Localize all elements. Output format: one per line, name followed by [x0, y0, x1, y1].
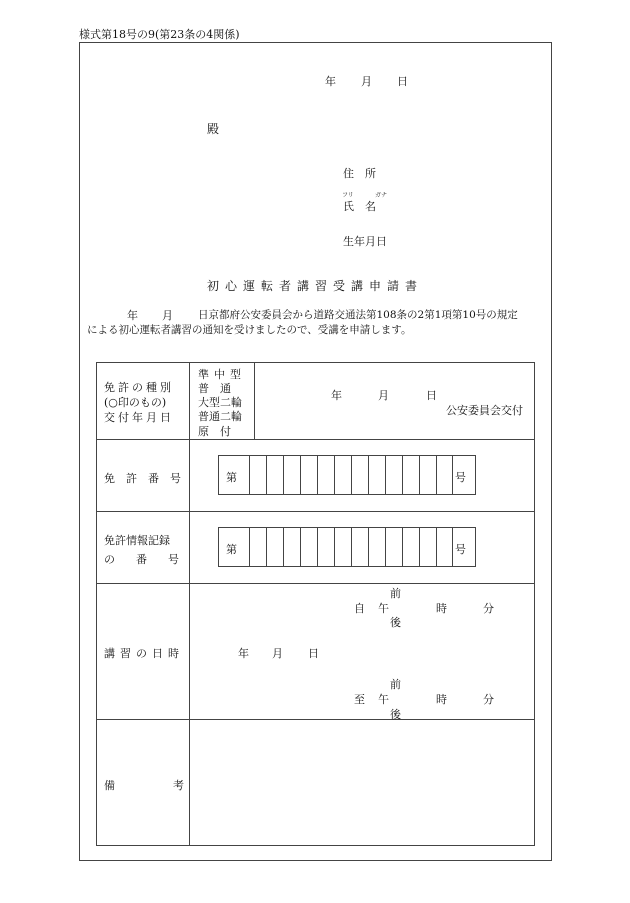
to-pm: 後 [390, 708, 401, 721]
to-mid: 午 [378, 693, 389, 706]
license-number-label: 免許番号 [104, 472, 192, 485]
license-type-label-1: 免許の種別 [104, 381, 174, 394]
from-mid: 午 [378, 602, 389, 615]
to-prefix: 至 [354, 693, 365, 706]
type-junchugata: 準中型 [198, 368, 246, 381]
type-futsu-nirin: 普通二輪 [198, 410, 242, 423]
from-hour: 時 [436, 602, 447, 615]
type-futsu: 普 通 [198, 382, 231, 395]
furigana-2: ガナ [375, 192, 388, 199]
license-type-label-2: (○印のもの) [104, 396, 167, 409]
column-divider [254, 362, 255, 439]
body-year: 年 [127, 309, 138, 322]
license-record-label-2: の 番 号 [104, 553, 184, 566]
page-title: 初心運転者講習受講申請書 [207, 279, 424, 293]
type-ogata-nirin: 大型二輪 [198, 396, 242, 409]
date-month: 月 [361, 75, 372, 88]
course-year: 年 [238, 647, 249, 660]
issue-year: 年 [331, 389, 342, 402]
date-day: 日 [397, 75, 408, 88]
course-month: 月 [272, 647, 283, 660]
body-line1: 日京都府公安委員会から道路交通法第108条の2第1項第10号の規定 [198, 309, 518, 321]
remarks-label-left: 備 [104, 779, 115, 792]
body-line2: による初心運転者講習の通知を受けましたので、受講を申請します。 [87, 324, 412, 336]
column-divider [189, 362, 190, 846]
record-number-prefix: 第 [226, 543, 237, 556]
issue-month: 月 [378, 389, 389, 402]
license-record-label-1: 免許情報記録 [104, 534, 170, 547]
issue-day: 日 [426, 389, 437, 402]
form-id: 様式第18号の9(第23条の4関係) [79, 28, 240, 41]
furigana-1: フリ [342, 192, 354, 199]
from-pm: 後 [390, 616, 401, 629]
license-number-suffix: 号 [455, 471, 466, 484]
course-day: 日 [308, 647, 319, 660]
license-record-number-field[interactable] [218, 527, 476, 567]
remarks-label-right: 考 [173, 779, 184, 792]
date-year: 年 [325, 75, 336, 88]
row-divider [96, 511, 535, 512]
type-gentsuki: 原 付 [198, 425, 231, 438]
to-minute: 分 [483, 693, 494, 706]
license-number-field[interactable] [218, 455, 476, 495]
addressee: 殿 [207, 122, 220, 136]
from-minute: 分 [483, 602, 494, 615]
to-hour: 時 [436, 693, 447, 706]
row-divider [96, 719, 535, 720]
row-divider [96, 583, 535, 584]
body-month: 月 [162, 309, 173, 322]
from-am: 前 [390, 587, 401, 600]
course-datetime-label: 講習の日時 [104, 647, 184, 660]
address-label: 住 所 [343, 167, 376, 180]
birth-label: 生年月日 [343, 235, 387, 248]
row-divider [96, 439, 535, 440]
license-number-prefix: 第 [226, 471, 237, 484]
to-am: 前 [390, 678, 401, 691]
record-number-suffix: 号 [455, 543, 466, 556]
name-label: 氏 名 [343, 200, 376, 213]
from-prefix: 自 [354, 602, 365, 615]
license-type-label-3: 交付年月日 [104, 411, 174, 424]
application-table [96, 362, 535, 846]
issuer: 公安委員会交付 [446, 404, 523, 417]
